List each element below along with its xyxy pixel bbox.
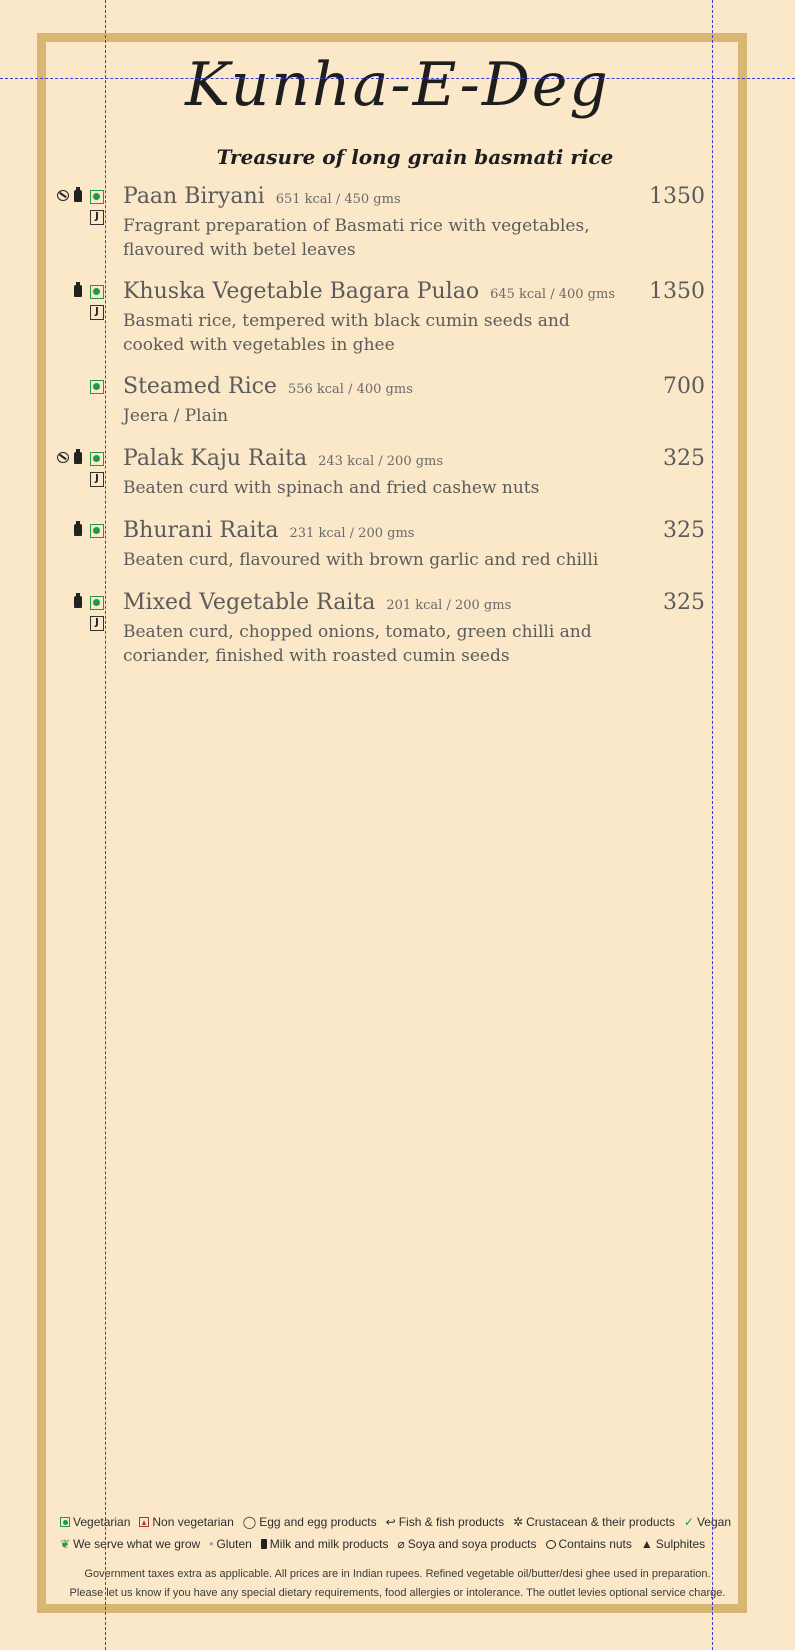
milk-icon (74, 524, 82, 536)
veg-icon (90, 380, 104, 394)
milk-icon (74, 190, 82, 202)
milk-icon (74, 285, 82, 297)
legend-row-1 (60, 1515, 740, 1529)
legend-label: We serve what we grow (73, 1537, 201, 1551)
guide-line-top (0, 78, 795, 79)
item-name: Mixed Vegetable Raita 201 kcal / 200 gms (123, 590, 512, 615)
milk-icon (74, 452, 82, 464)
jain-icon: J (90, 305, 104, 320)
jain-icon: J (90, 616, 104, 631)
item-price: 1350 (649, 184, 705, 209)
legend-label: Vegan (696, 1515, 731, 1529)
item-name: Bhurani Raita 231 kcal / 200 gms (123, 518, 415, 543)
nut-icon (57, 190, 69, 201)
item-description: Fragrant preparation of Basmati rice with vegetables, flavoured with betel leaves (123, 216, 590, 260)
item-price: 700 (663, 374, 705, 399)
item-calories: 243 kcal / 200 gms (318, 454, 444, 469)
item-price: 1350 (649, 279, 705, 304)
legend-label: Vegetarian (73, 1515, 131, 1529)
page-title: Kunha-E-Deg (185, 50, 610, 120)
nut-icon (57, 452, 69, 463)
milk-icon (261, 1539, 267, 1549)
grow-icon: ❦ (60, 1537, 71, 1551)
legend-label: Sulphites (655, 1537, 706, 1551)
item-price: 325 (663, 518, 705, 543)
legend-label: Gluten (216, 1537, 252, 1551)
egg-icon: ◯ (242, 1515, 257, 1529)
item-name: Steamed Rice 556 kcal / 400 gms (123, 374, 413, 399)
legend-row-2 (60, 1537, 740, 1551)
veg-icon (90, 285, 104, 299)
jain-icon: J (90, 472, 104, 487)
page-subtitle: Treasure of long grain basmati rice (216, 145, 614, 169)
legend-label: Fish & fish products (398, 1515, 505, 1529)
item-calories: 231 kcal / 200 gms (289, 526, 415, 541)
item-calories: 556 kcal / 400 gms (287, 382, 413, 397)
guide-line-left (105, 0, 106, 1650)
legend-label: Egg and egg products (259, 1515, 377, 1529)
milk-icon (74, 596, 82, 608)
footer-note-taxes: Government taxes extra as applicable. All prices are in Indian rupees. Refined vegetable oil/butter/desi ghee used in preparation. (84, 1568, 711, 1580)
item-description: Beaten curd, flavoured with brown garlic and red chilli (123, 550, 599, 570)
nonveg-icon (139, 1517, 149, 1527)
item-calories: 651 kcal / 450 gms (275, 192, 401, 207)
fish-icon: ↩ (385, 1515, 396, 1529)
item-calories: 645 kcal / 400 gms (490, 287, 615, 302)
item-description: Beaten curd with spinach and fried cashew nuts (123, 478, 540, 498)
item-name: Paan Biryani 651 kcal / 450 gms (123, 184, 401, 209)
legend (60, 1515, 740, 1551)
legend-label: Soya and soya products (407, 1537, 537, 1551)
veg-icon (90, 452, 104, 466)
legend-label: Non vegetarian (152, 1515, 234, 1529)
sulphites-icon: ▲ (640, 1537, 653, 1551)
item-calories: 201 kcal / 200 gms (386, 598, 512, 613)
item-name: Khuska Vegetable Bagara Pulao 645 kcal / 400 gms (123, 279, 615, 304)
nut-icon (546, 1540, 556, 1549)
legend-label: Milk and milk products (269, 1537, 389, 1551)
legend-label: Contains nuts (558, 1537, 632, 1551)
menu-frame (37, 33, 747, 1613)
item-description: Basmati rice, tempered with black cumin seeds and cooked with vegetables in ghee (123, 311, 570, 355)
item-description: Beaten curd, chopped onions, tomato, green chilli and coriander, finished with roasted cumin seeds (123, 622, 592, 666)
item-name: Palak Kaju Raita 243 kcal / 200 gms (123, 446, 444, 471)
footer-note-allergies: Please let us know if you have any special dietary requirements, food allergies or intolerance. The outlet levies optional service charge. (69, 1587, 726, 1599)
veg-icon (90, 524, 104, 538)
guide-line-right (712, 0, 713, 1650)
legend-label: Crustacean & their products (526, 1515, 675, 1529)
gluten-icon: • (209, 1537, 214, 1551)
soya-icon: ⌀ (397, 1537, 405, 1551)
jain-icon: J (90, 210, 104, 225)
veg-icon (90, 596, 104, 610)
crustacean-icon: ✲ (513, 1515, 524, 1529)
vegan-icon: ✓ (683, 1515, 694, 1529)
item-price: 325 (663, 590, 705, 615)
veg-icon (90, 190, 104, 204)
item-description: Jeera / Plain (123, 406, 229, 426)
veg-icon (60, 1517, 70, 1527)
item-price: 325 (663, 446, 705, 471)
